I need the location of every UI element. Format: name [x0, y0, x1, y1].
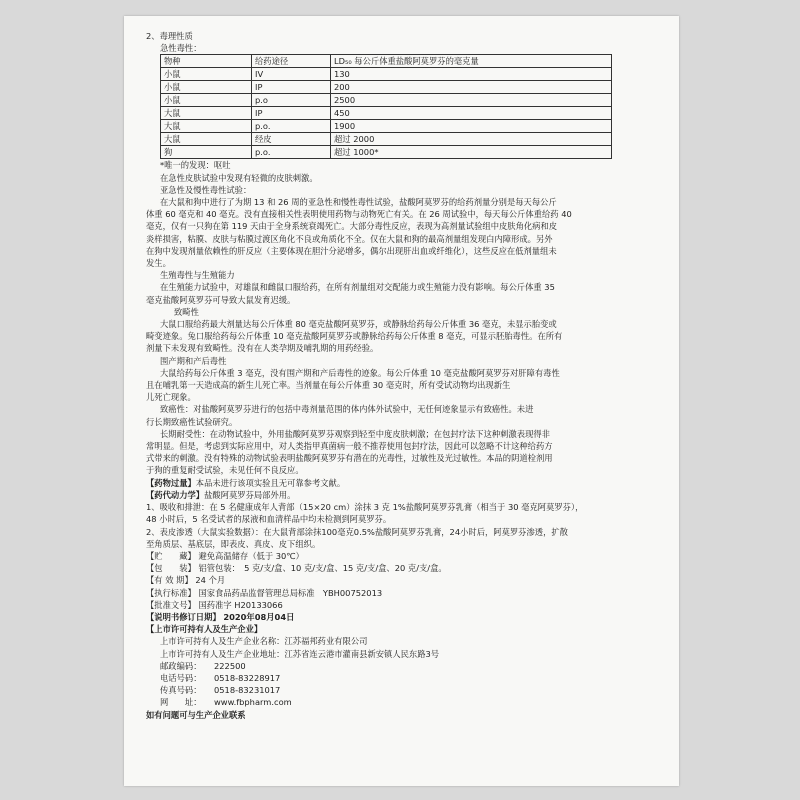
- table-header-cell: LD₅₀ 每公斤体重盐酸阿莫罗芬的毫克量: [331, 55, 612, 68]
- table-header-row: [161, 55, 612, 68]
- paragraph-line: 48 小时后，5 名受试者的尿液和血清样品中均未检测到阿莫罗芬。: [146, 514, 392, 525]
- paragraph-line: 毫克，仅有一只狗在第 119 天由于全身系统衰竭死亡。大部分毒性反应，表现为高剂量试验组中皮肤角化病和皮: [146, 221, 558, 232]
- paragraph-line: 在狗中发现剂量依赖性的肝反应（主要体现在胆汁分泌增多，偶尔出现肝出血或纤维化），这些反应在低剂量组未: [146, 245, 557, 256]
- paragraph-line: 式带来的刺激。没有特殊的动物试验表明盐酸阿莫罗芬有潜在的光毒性，过敏性及光过敏性。本品的阴道栓剂用: [146, 453, 553, 464]
- section-title-toxicology: 2、毒理性质: [146, 31, 193, 41]
- tel-value: 0518-83228917: [214, 672, 281, 683]
- approval-label: 【批准文号】: [146, 599, 196, 610]
- company-address-label: 上市许可持有人及生产企业地址：: [160, 648, 285, 659]
- table-header-cell: 物种: [161, 55, 252, 68]
- table-cell: 小鼠: [161, 68, 252, 81]
- table-row: [161, 107, 612, 120]
- zip-value: 222500: [214, 660, 246, 671]
- package-section: [146, 562, 662, 574]
- validity-text: 24 个月: [195, 575, 226, 586]
- table-cell: 大鼠: [161, 107, 252, 120]
- table-cell: 1900: [331, 120, 612, 133]
- table-cell: p.o.: [252, 120, 331, 133]
- teratogenicity-title: 致畸性: [174, 306, 199, 317]
- ld50-table: [160, 54, 612, 159]
- table-cell: 130: [331, 68, 612, 81]
- table-cell: 450: [331, 107, 612, 120]
- company-name-row: [146, 635, 662, 647]
- paragraph-line: 儿死亡现象。: [146, 392, 196, 403]
- table-cell: p.o.: [252, 146, 331, 159]
- table-header-cell: 给药途径: [252, 55, 331, 68]
- paragraph-line: 大鼠口服给药最大剂量达每公斤体重 80 毫克盐酸阿莫罗芬，或静脉给药每公斤体重 36 毫克，未显示胎变或: [160, 319, 557, 330]
- overdose-section: [146, 477, 662, 489]
- table-cell: 2500: [331, 94, 612, 107]
- table-cell: IV: [252, 68, 331, 81]
- storage-text: 避免高温储存（低于 30℃）: [198, 550, 304, 561]
- paragraph-line: 行长期致癌性试验研究。: [146, 416, 238, 427]
- paragraph-line: 致癌性：对盐酸阿莫罗芬进行的包括中毒剂量范围的体内体外试验中，无任何迹象显示有致癌性。未进: [160, 404, 534, 415]
- validity-label: 【有 效 期】: [146, 575, 193, 586]
- paragraph-line: 2、表皮渗透（大鼠实验数据）：在大鼠背部涂抹100毫克0.5%盐酸阿莫罗芬乳膏，24小时后，阿莫罗芬渗透，扩散: [146, 526, 568, 537]
- pk-section: [146, 489, 662, 501]
- overdose-text: 本品未进行该项实验且无可靠参考文献。: [195, 477, 346, 488]
- paragraph-line: 体重 60 毫克和 40 毫克。没有直接相关性表明使用药物与动物死亡有关。在 26 周试验中，每天每公斤体重给药 40: [146, 209, 572, 220]
- standard-text: 国家食品药品监督管理总局标准 YBH00752013: [198, 587, 383, 598]
- table-cell: 小鼠: [161, 94, 252, 107]
- acute-toxicity-title: 急性毒性：: [160, 43, 202, 54]
- subacute-title: 亚急性及慢性毒性试验：: [160, 184, 252, 195]
- table-cell: 大鼠: [161, 133, 252, 146]
- table-row: [161, 120, 612, 133]
- table-row: [161, 146, 612, 159]
- paragraph-line: 在大鼠和狗中进行了为期 13 和 26 周的亚急性和慢性毒性试验，盐酸阿莫罗芬的给药剂量分别是每天每公斤: [160, 197, 557, 208]
- table-cell: 200: [331, 81, 612, 94]
- website-value: www.fbpharm.com: [214, 697, 292, 708]
- table-cell: 狗: [161, 146, 252, 159]
- website-row: [146, 696, 662, 708]
- standard-label: 【执行标准】: [146, 587, 196, 598]
- leaflet-content: [146, 30, 662, 721]
- paragraph-line: 炎样损害，粘膜、皮肤与粘膜过渡区角化不良或角质化不全。仅在大鼠和狗的最高剂量组发现白内障形成。另外: [146, 233, 553, 244]
- company-address: 江苏省连云港市灌南县新安镇人民东路3号: [284, 648, 440, 659]
- table-cell: 超过 1000*: [331, 146, 612, 159]
- paragraph-line: 于狗的重复耐受试验，未见任何不良反应。: [146, 465, 304, 476]
- fax-label: 传真号码：: [160, 685, 202, 696]
- table-row: [161, 81, 612, 94]
- company-address-row: [146, 648, 662, 660]
- storage-section: [146, 550, 662, 562]
- table-cell: p.o: [252, 94, 331, 107]
- paragraph-line: 畸变迹象。兔口服给药每公斤体重 10 毫克盐酸阿莫罗芬或静脉给药每公斤体重 8 毫克，可显示胚胎毒性。在所有: [146, 331, 563, 342]
- package-text: 铝管包装： 5 克/支/盒、10 克/支/盒、15 克/支/盒、20 克/支/盒。: [198, 563, 447, 574]
- paragraph-line: 至角质层、基底层，即表皮、真皮、皮下组织。: [146, 538, 321, 549]
- table-row: [161, 94, 612, 107]
- standard-section: [146, 587, 662, 599]
- table-cell: 经皮: [252, 133, 331, 146]
- company-name: 江苏福邦药业有限公司: [284, 636, 368, 647]
- table-row: [161, 68, 612, 81]
- perinatal-title: 围产期和产后毒性: [160, 355, 227, 366]
- revision-text: 2020年08月04日: [223, 611, 295, 622]
- tel-label: 电话号码：: [160, 672, 202, 683]
- company-name-label: 上市许可持有人及生产企业名称：: [160, 636, 285, 647]
- vomit-footnote: *唯一的发现：呕吐: [160, 160, 231, 171]
- table-row: [161, 133, 612, 146]
- table-cell: 超过 2000: [331, 133, 612, 146]
- package-label: 【包 装】: [146, 563, 196, 574]
- paragraph-line: 在生殖能力试验中，对雄鼠和雌鼠口服给药，在所有剂量组对交配能力或生殖能力没有影响。每公斤体重 35: [160, 282, 555, 293]
- contact-footer: 如有问题可与生产企业联系: [146, 709, 246, 720]
- fax-value: 0518-83231017: [214, 685, 281, 696]
- table-cell: IP: [252, 81, 331, 94]
- fax-row: [146, 684, 662, 696]
- holder-title: 【上市许可持有人及生产企业】: [146, 624, 263, 635]
- overdose-label: 【药物过量】: [146, 477, 196, 488]
- zip-row: [146, 660, 662, 672]
- revision-section: [146, 611, 662, 623]
- reproduction-title: 生殖毒性与生殖能力: [160, 270, 235, 281]
- paragraph-line: 大鼠给药每公斤体重 3 毫克，没有围产期和产后毒性的迹象。每公斤体重 10 毫克盐酸阿莫罗芬对肝障有毒性: [160, 367, 560, 378]
- paragraph-line: 常明显。但是，考虑到实际应用中，对人类指甲真菌病一般不推荐使用包封疗法，因此可以忽略不计这种给药方: [146, 441, 553, 452]
- paragraph-line: 1、吸收和排泄：在 5 名健康成年人背部（15×20 cm）涂抹 3 克 1%盐酸阿莫罗芬乳膏（相当于 30 毫克阿莫罗芬），: [146, 502, 584, 513]
- storage-label: 【贮 藏】: [146, 550, 196, 561]
- approval-text: 国药准字 H20133066: [198, 599, 283, 610]
- approval-section: [146, 599, 662, 611]
- paragraph-line: 且在哺乳第一天造成高的新生儿死亡率。当剂量在每公斤体重 30 毫克时，所有受试动物均出现新生: [146, 380, 511, 391]
- paragraph-line: 毫克盐酸阿莫罗芬可导致大鼠发育迟缓。: [146, 294, 296, 305]
- table-cell: 小鼠: [161, 81, 252, 94]
- pk-text: 盐酸阿莫罗芬局部外用。: [204, 489, 296, 500]
- validity-section: [146, 574, 662, 586]
- table-cell: IP: [252, 107, 331, 120]
- table-cell: 大鼠: [161, 120, 252, 133]
- paragraph-line: 长期耐受性：在动物试验中，外用盐酸阿莫罗芬观察到轻至中度皮肤刺激；在包封疗法下这种刺激表现得非: [160, 428, 550, 439]
- zip-label: 邮政编码：: [160, 660, 202, 671]
- website-label: 网 址：: [160, 697, 202, 708]
- leaflet-page: [124, 16, 679, 786]
- pk-label: 【药代动力学】: [146, 489, 205, 500]
- paragraph-line: 剂量下未发现有致畸性。没有在人类孕期及哺乳期的用药经验。: [146, 343, 379, 354]
- revision-label: 【说明书修订日期】: [146, 611, 221, 622]
- acute-skin-text: 在急性皮肤试验中发现有轻微的皮肤刺激。: [160, 172, 318, 183]
- paragraph-line: 发生。: [146, 258, 171, 269]
- tel-row: [146, 672, 662, 684]
